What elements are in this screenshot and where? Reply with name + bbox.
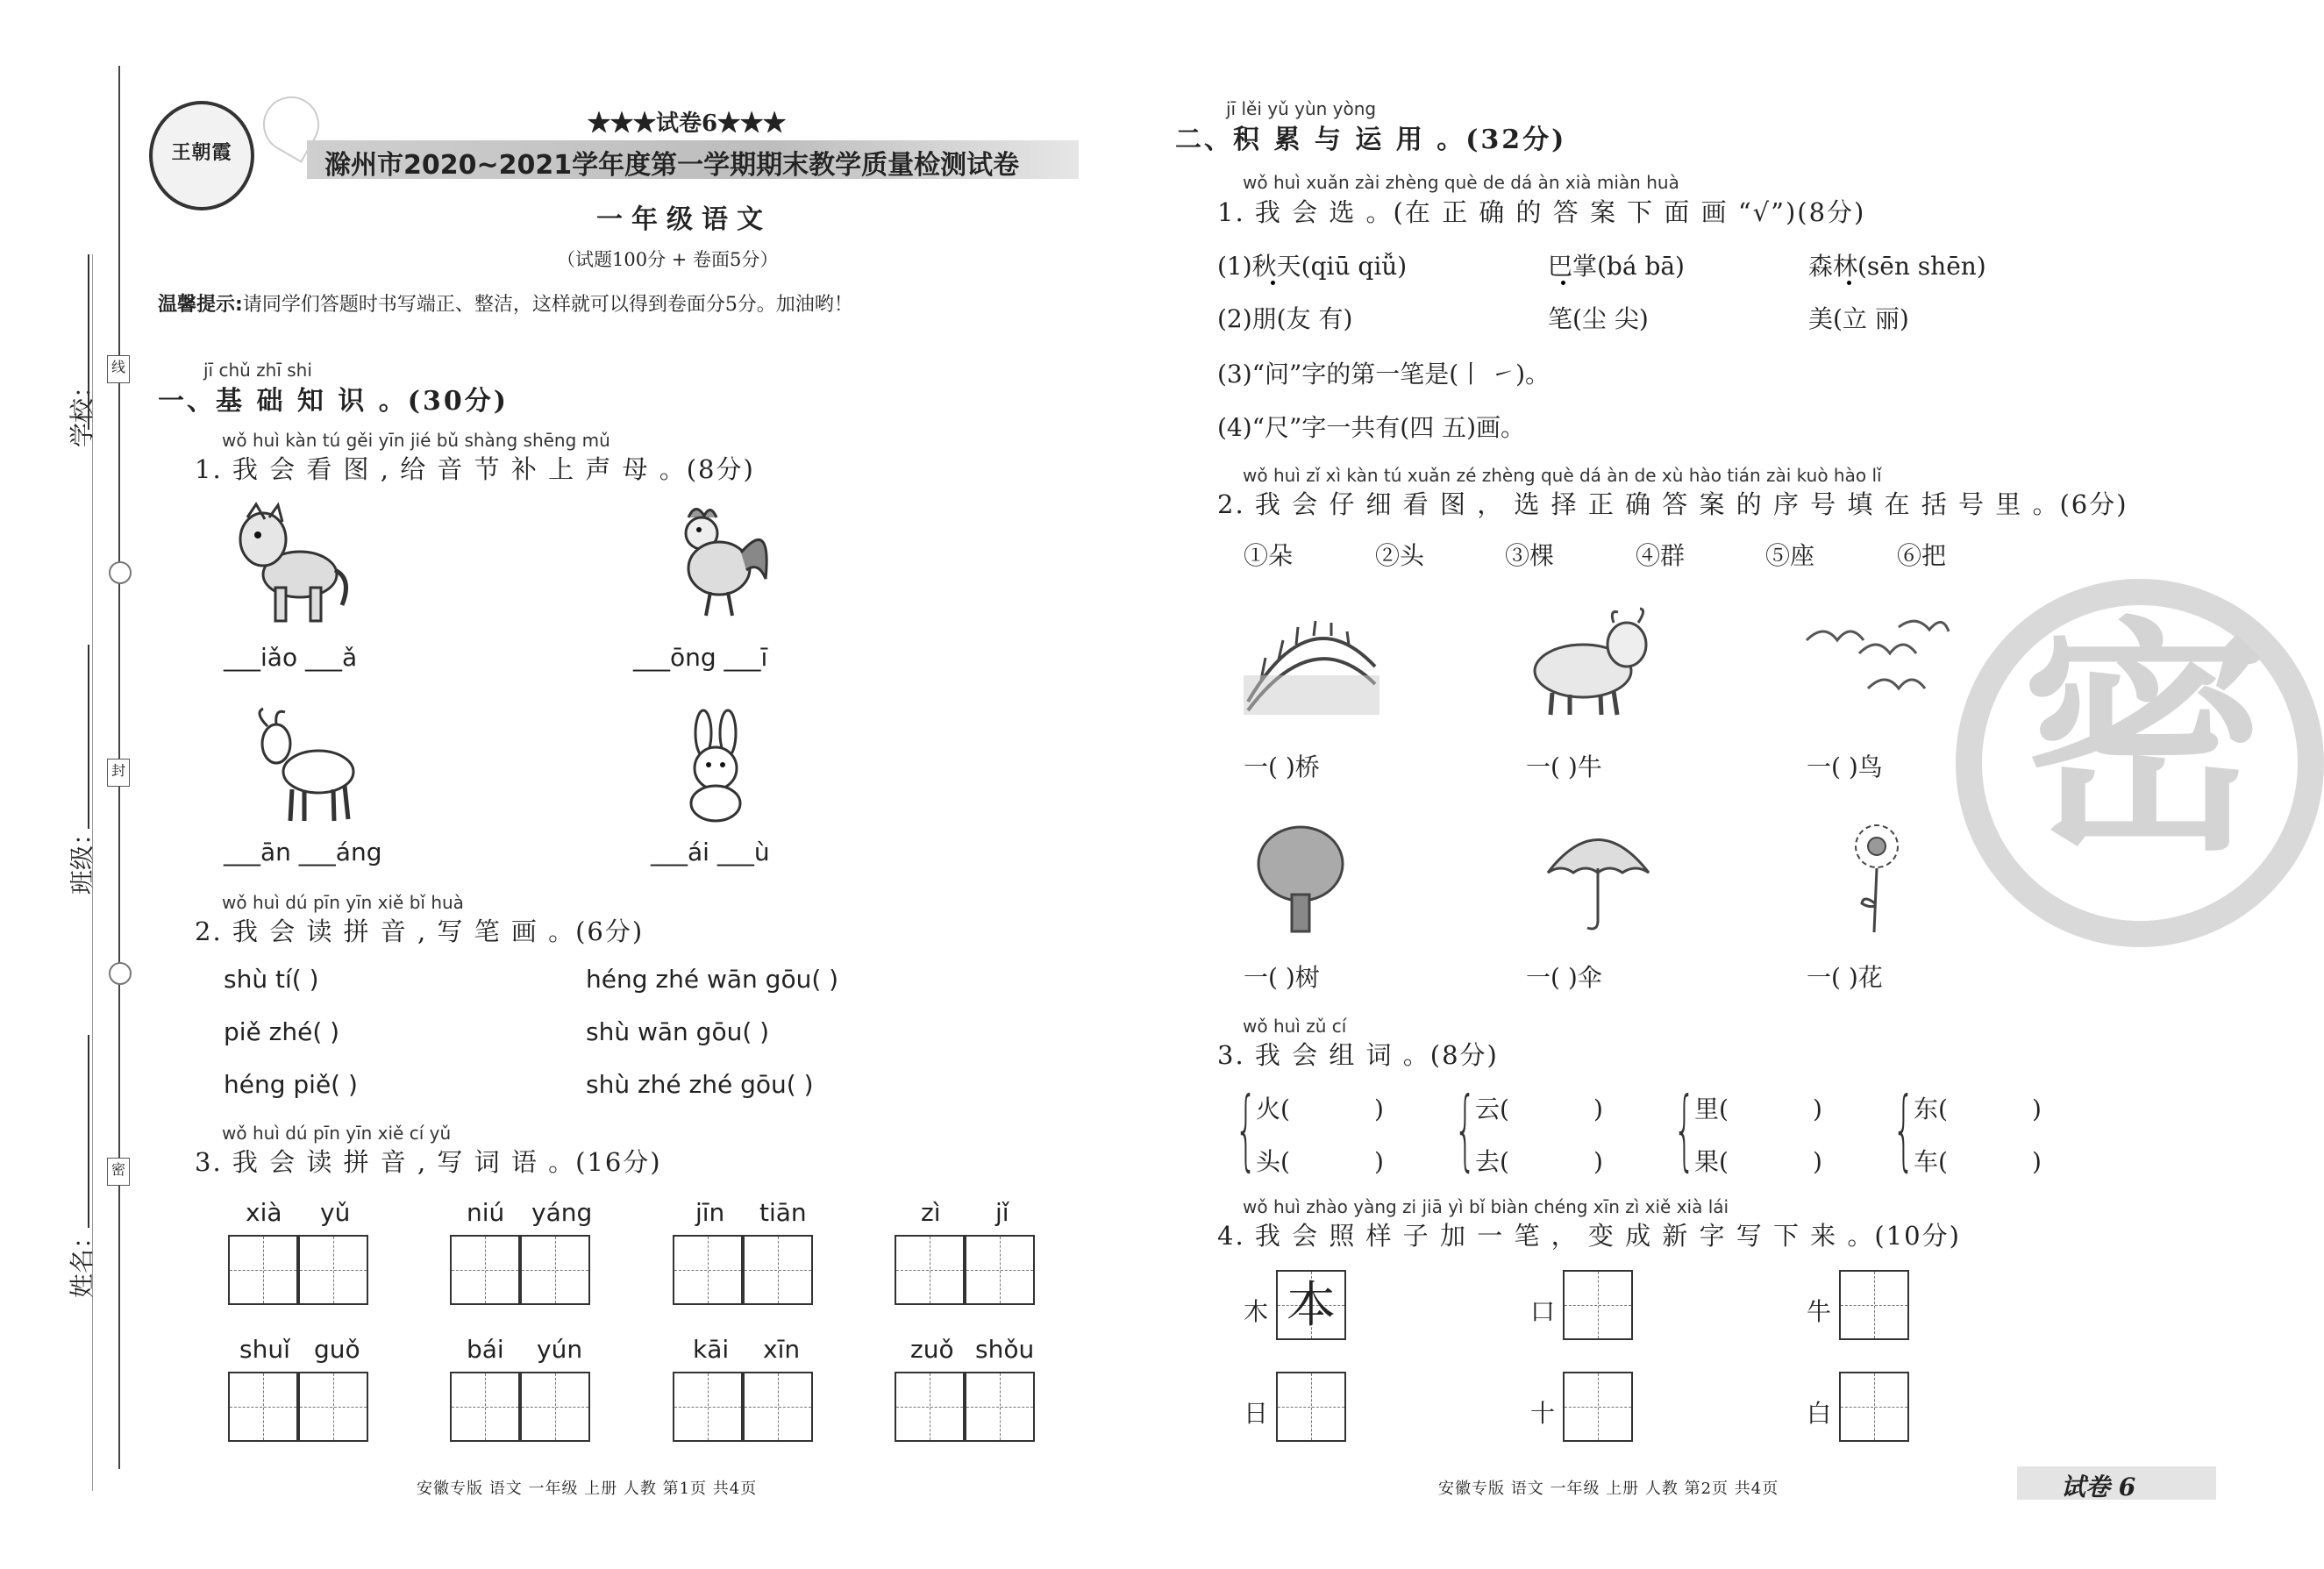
word-pinyin: yáng [531,1198,593,1227]
add-stroke-cell[interactable] [1563,1270,1633,1340]
page-badge: 试卷 6 [2061,1473,2136,1501]
r-q3-pinyin: wǒ huì zǔ cí [1243,1016,1347,1037]
word-pinyin: xīn [763,1335,801,1364]
q3-title: 3. 我 会 读 拼 音 , 写 词 语 。(16分) [195,1147,662,1177]
q2-pinyin: wǒ huì dú pīn yīn xiě bǐ huà [222,892,464,913]
writing-cell[interactable] [228,1372,298,1442]
measure-word-option: ⑤座 [1765,541,1815,570]
tree-icon [1252,820,1349,934]
class-blank [88,645,89,829]
word-pinyin: tiān [759,1198,807,1227]
q2-item[interactable]: shù tí( ) [224,965,319,994]
word-pinyin: xià [246,1198,282,1227]
word-group-char: 东( [1914,1095,1948,1123]
q1-blank-goat[interactable]: ___ān ___áng [224,838,382,867]
r-q2-blank[interactable]: 一( )牛 [1526,752,1602,781]
r-q2-pinyin: wǒ huì zǐ xì kàn tú xuǎn zé zhèng què dá àn de xù hào tián zài kuò hào lǐ [1243,465,1882,486]
brace-icon: { [1235,1078,1258,1180]
word-group-item[interactable]: 车( ) [1914,1147,2042,1176]
r-q4-pinyin: wǒ huì zhào yàng zi jiā yì bǐ biàn chéng xīn zì xiě xià lái [1243,1196,1729,1217]
binding-mark-sealed: 密 [107,1158,130,1186]
r-q4-title: 4. 我 会 照 样 子 加 一 笔 ， 变 成 新 字 写 下 来 。(10分) [1217,1221,1961,1251]
word-group-item[interactable]: 东( ) [1914,1095,2042,1123]
r-q1-line4[interactable]: (4)“尺”字一共有(四 五)画。 [1217,413,1526,442]
base-char: 十 [1530,1399,1556,1428]
seal-watermark-char: 密 [2021,598,2267,884]
writing-cell[interactable] [965,1372,1035,1442]
word-pinyin: yún [537,1335,583,1364]
word-group-item[interactable]: 云( ) [1475,1095,1603,1123]
word-pinyin: shuǐ [239,1335,290,1364]
r-q2-blank[interactable]: 一( )伞 [1526,963,1602,992]
writing-cell[interactable] [450,1235,520,1305]
logo-text: 王朝霞 [171,141,232,164]
r-q1-option[interactable]: (1)秋天(qiū qiǚ) [1217,252,1408,281]
class-label: 班级： [68,820,96,895]
r-q1-title: 1. 我 会 选 。(在 正 确 的 答 案 下 面 画 “√”)(8分) [1217,197,1866,227]
writing-cell[interactable] [965,1235,1035,1305]
word-group-char: 头( [1256,1147,1290,1176]
section2-title: 二、积 累 与 运 用 。(32分) [1175,125,1567,155]
writing-cell[interactable] [520,1235,590,1305]
q1-title: 1. 我 会 看 图 , 给 音 节 补 上 声 母 。(8分) [195,454,755,484]
writing-cell[interactable] [743,1372,813,1442]
word-group-item[interactable]: 头( ) [1256,1147,1384,1176]
umbrella-icon [1543,824,1653,934]
writing-cell[interactable] [228,1235,298,1305]
r-q1-option[interactable]: 美(立 丽) [1808,304,1909,333]
q2-item[interactable]: héng zhé wān gōu( ) [586,965,839,994]
name-blank [88,1035,89,1228]
word-group-char: 火( [1256,1095,1290,1123]
name-label: 姓名： [68,1223,96,1298]
word-group-item[interactable]: 果( ) [1694,1147,1822,1176]
add-stroke-cell[interactable] [1563,1372,1633,1442]
birds-icon [1798,614,1951,719]
add-stroke-cell[interactable] [1276,1270,1346,1340]
flower-icon [1846,820,1907,934]
base-char: 口 [1530,1297,1556,1326]
q1-blank-rooster[interactable]: ___ōng ___ī [633,643,768,672]
left-footer: 安徽专版 语文 一年级 上册 人教 第1页 共4页 [417,1480,758,1498]
measure-word-option: ④群 [1636,541,1686,570]
brace-icon: { [1893,1078,1915,1180]
rabbit-icon [677,709,756,823]
binding-hole-icon [109,561,132,584]
word-group-item[interactable]: 火( ) [1256,1095,1384,1123]
word-pinyin: shǒu [975,1335,1035,1364]
r-q1-line3[interactable]: (3)“问”字的第一笔是(丨 ㇀)。 [1217,360,1551,389]
exam-title: 滁州市2020~2021学年度第一学期期末教学质量检测试卷 [324,150,1020,181]
base-char: 日 [1244,1399,1269,1428]
section1-title: 一、基 础 知 识 。(30分) [158,386,509,417]
r-q2-blank[interactable]: 一( )花 [1807,963,1883,992]
writing-cell[interactable] [298,1372,368,1442]
word-pinyin: zuǒ [910,1335,954,1364]
measure-word-option: ③棵 [1505,541,1555,570]
writing-cell[interactable] [673,1235,743,1305]
emphasis-dot [1561,281,1565,285]
word-pinyin: niú [467,1198,505,1227]
goat-icon [250,709,364,823]
q1-blank-rabbit[interactable]: ___ái ___ù [651,838,770,867]
exam-badge: ★★★试卷6★★★ [588,111,787,137]
r-q1-option[interactable]: (2)朋(友 有) [1217,304,1353,333]
r-q2-blank[interactable]: 一( )树 [1244,963,1320,992]
measure-word-option: ①朵 [1244,541,1294,570]
r-q1-option[interactable]: 笔(尘 尖) [1548,304,1649,333]
word-pinyin: zì [921,1198,941,1227]
word-group-char: 果( [1694,1147,1729,1176]
word-group-char: 云( [1475,1095,1509,1123]
section1-pinyin: jī chǔ zhī shi [203,360,312,381]
word-pinyin: bái [467,1335,504,1364]
word-group-item[interactable]: 去( ) [1475,1147,1603,1176]
r-q2-blank[interactable]: 一( )桥 [1244,752,1320,781]
add-stroke-cell[interactable] [1276,1372,1346,1442]
q1-pinyin: wǒ huì kàn tú gěi yīn jié bǔ shàng shēng mǔ [222,430,610,451]
tip-label: 温馨提示: [158,294,243,316]
writing-cell[interactable] [450,1372,520,1442]
word-group-char: 车( [1914,1147,1948,1176]
word-group-char: 去( [1475,1147,1509,1176]
example-char: 本 [1287,1277,1336,1334]
add-stroke-cell[interactable] [1839,1372,1909,1442]
brace-icon: { [1454,1078,1477,1180]
r-q2-blank[interactable]: 一( )鸟 [1807,752,1883,781]
brace-icon: { [1673,1078,1696,1180]
writing-cell[interactable] [743,1235,813,1305]
word-group-char: 里( [1694,1095,1729,1123]
emphasis-dot [1847,281,1851,285]
tip-text: 请同学们答题时书写端正、整洁，这样就可以得到卷面分5分。加油哟！ [242,294,853,316]
base-char: 木 [1244,1297,1269,1326]
bridge-icon [1244,605,1379,715]
school-blank [88,254,89,430]
horse-icon [230,500,353,627]
word-pinyin: jīn [695,1198,725,1227]
word-pinyin: guǒ [314,1335,360,1364]
q2-item[interactable]: shù wān gōu( ) [586,1017,770,1046]
measure-word-option: ②头 [1375,541,1425,570]
r-q2-title: 2. 我 会 仔 细 看 图 ， 选 择 正 确 答 案 的 序 号 填 在 括 号 里 。(6分) [1217,489,2128,519]
right-footer: 安徽专版 语文 一年级 上册 人教 第2页 共4页 [1438,1480,1779,1498]
subject-title: 一年级语文 [596,204,772,235]
emphasis-dot [1271,281,1275,285]
word-pinyin: yǔ [320,1198,351,1227]
r-q3-title: 3. 我 会 组 词 。(8分) [1217,1040,1499,1070]
school-label: 学校： [68,373,96,447]
q2-item[interactable]: héng piě( ) [224,1070,358,1099]
writing-cell[interactable] [673,1372,743,1442]
q1-blank-horse[interactable]: ___iǎo ___ǎ [224,643,358,672]
writing-cell[interactable] [895,1372,965,1442]
writing-cell[interactable] [895,1235,965,1305]
binding-mark-seal: 封 [107,759,130,787]
q2-title: 2. 我 会 读 拼 音 , 写 笔 画 。(6分) [195,916,645,946]
writing-cell[interactable] [520,1372,590,1442]
word-pinyin: kāi [693,1335,730,1364]
base-char: 白 [1807,1399,1832,1428]
q2-item[interactable]: piě zhé( ) [224,1017,340,1046]
exam-badge-label: 试卷6 [656,111,718,137]
binding-mark-line: 线 [107,355,130,383]
measure-word-option: ⑥把 [1897,541,1947,570]
score-note: （试题100分 + 卷面5分） [557,249,779,270]
r-q1-pinyin: wǒ huì xuǎn zài zhèng què de dá àn xià miàn huà [1243,172,1679,193]
tip-line [158,289,853,317]
rooster-icon [662,500,776,623]
word-pinyin: jǐ [995,1198,1009,1227]
q3-pinyin: wǒ huì dú pīn yīn xiě cí yǔ [222,1123,452,1144]
section2-pinyin: jī lěi yǔ yùn yòng [1226,98,1377,119]
publisher-logo [149,101,254,210]
base-char: 牛 [1807,1297,1832,1326]
writing-cell[interactable] [298,1235,368,1305]
r-q1-option[interactable]: 巴掌(bá bā) [1548,252,1685,281]
cow-icon [1526,605,1662,719]
add-stroke-cell[interactable] [1839,1270,1909,1340]
binding-hole-icon [109,962,132,985]
r-q1-option[interactable]: 森林(sēn shēn) [1808,252,1986,281]
q2-item[interactable]: shù zhé zhé gōu( ) [586,1070,814,1099]
word-group-item[interactable]: 里( ) [1694,1095,1822,1123]
